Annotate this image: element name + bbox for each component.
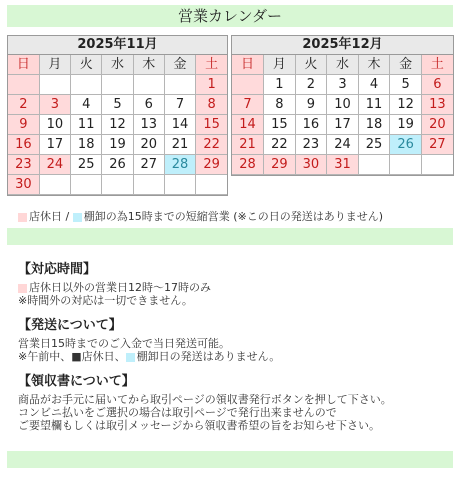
day-cell: 13 [133, 115, 164, 135]
day-cell: 15 [196, 115, 227, 135]
legend-special-label: 棚卸の為15時までの短縮営業 (※この日の発送はありません) [83, 210, 383, 223]
shipping-line: 営業日15時までのご入金で当日発送可能。 [18, 337, 230, 350]
receipt-line: ご要望欄もしくは取引メッセージから領収書希望の旨をお知らせ下さい。 [18, 419, 381, 432]
weekday-sat: 土 [196, 55, 227, 75]
day-cell: 8 [196, 95, 227, 115]
day-cell [102, 175, 133, 195]
day-cell: 29 [264, 155, 296, 175]
day-cell: 3 [39, 95, 70, 115]
short-hours-swatch [126, 353, 135, 362]
calendar-november [7, 35, 228, 196]
day-cell [232, 75, 264, 95]
section-text [18, 281, 448, 294]
day-cell: 20 [133, 135, 164, 155]
day-cell: 17 [327, 115, 359, 135]
section-receipt [18, 374, 448, 432]
weekday-tue: 火 [71, 55, 102, 75]
day-cell [8, 75, 39, 95]
day-cell-short-hours: 26 [390, 135, 422, 155]
day-cell [390, 155, 422, 175]
day-cell: 27 [421, 135, 453, 155]
day-cell: 18 [71, 135, 102, 155]
day-cell: 1 [196, 75, 227, 95]
day-cell [39, 175, 70, 195]
section-hours [18, 262, 448, 307]
section-heading: 【発送について】 [18, 318, 122, 333]
calendar-month-header: 2025年11月 [8, 36, 227, 55]
day-cell: 5 [390, 75, 422, 95]
calendar-grid [232, 55, 453, 175]
day-cell [102, 75, 133, 95]
day-cell: 30 [8, 175, 39, 195]
day-cell: 2 [8, 95, 39, 115]
day-cell: 25 [358, 135, 390, 155]
day-cell [358, 155, 390, 175]
day-cell: 4 [71, 95, 102, 115]
day-cell: 3 [327, 75, 359, 95]
day-cell: 10 [327, 95, 359, 115]
day-cell [133, 75, 164, 95]
day-cell: 19 [390, 115, 422, 135]
day-cell: 31 [327, 155, 359, 175]
day-cell: 30 [295, 155, 327, 175]
day-cell: 21 [232, 135, 264, 155]
day-cell: 16 [295, 115, 327, 135]
day-cell: 22 [264, 135, 296, 155]
day-cell [133, 175, 164, 195]
section-heading: 【対応時間】 [18, 262, 97, 277]
day-cell: 23 [295, 135, 327, 155]
legend-closed-label: 店休日 [29, 210, 62, 223]
weekday-mon: 月 [264, 55, 296, 75]
section-heading: 【領収書について】 [18, 374, 135, 389]
shipping-note-pre: ※午前中、■店休日、 [18, 350, 126, 363]
day-cell: 14 [232, 115, 264, 135]
calendar-december [231, 35, 454, 176]
weekday-sat: 土 [421, 55, 453, 75]
day-cell: 12 [102, 115, 133, 135]
weekday-wed: 水 [102, 55, 133, 75]
day-cell: 22 [196, 135, 227, 155]
day-cell: 24 [39, 155, 70, 175]
day-cell-short-hours: 28 [164, 155, 195, 175]
day-cell: 9 [8, 115, 39, 135]
day-cell: 14 [164, 115, 195, 135]
weekday-tue: 火 [295, 55, 327, 75]
section-shipping [18, 318, 448, 363]
day-cell: 24 [327, 135, 359, 155]
day-cell: 20 [421, 115, 453, 135]
day-cell [196, 175, 227, 195]
calendar-title: 営業カレンダー [7, 5, 453, 27]
day-cell: 11 [71, 115, 102, 135]
day-cell [39, 75, 70, 95]
divider-bar [7, 228, 453, 245]
shipping-note [18, 350, 448, 363]
footer-bar [7, 451, 453, 468]
day-cell: 21 [164, 135, 195, 155]
day-cell: 4 [358, 75, 390, 95]
closed-day-swatch [18, 284, 27, 293]
day-cell: 17 [39, 135, 70, 155]
weekday-fri: 金 [164, 55, 195, 75]
receipt-line: コンビニ払いをご選択の場合は取引ページで発行出来ませんので [18, 406, 337, 419]
day-cell: 26 [102, 155, 133, 175]
day-cell: 9 [295, 95, 327, 115]
weekday-fri: 金 [390, 55, 422, 75]
day-cell: 6 [421, 75, 453, 95]
day-cell [71, 175, 102, 195]
day-cell: 13 [421, 95, 453, 115]
day-cell [164, 175, 195, 195]
hours-line: 店休日以外の営業日12時～17時のみ [29, 281, 211, 294]
weekday-thu: 木 [133, 55, 164, 75]
short-hours-swatch [73, 213, 82, 222]
shipping-note-post: 棚卸日の発送はありません。 [136, 350, 281, 363]
day-cell [164, 75, 195, 95]
day-cell [71, 75, 102, 95]
weekday-sun: 日 [232, 55, 264, 75]
day-cell: 7 [232, 95, 264, 115]
calendar-grid [8, 55, 227, 195]
weekday-sun: 日 [8, 55, 39, 75]
weekday-thu: 木 [358, 55, 390, 75]
hours-note: ※時間外の対応は一切できません。 [18, 294, 193, 307]
calendar-legend [18, 208, 383, 224]
day-cell: 29 [196, 155, 227, 175]
day-cell: 1 [264, 75, 296, 95]
weekday-wed: 水 [327, 55, 359, 75]
day-cell: 5 [102, 95, 133, 115]
closed-day-swatch [18, 213, 27, 222]
day-cell: 7 [164, 95, 195, 115]
day-cell [421, 155, 453, 175]
weekday-mon: 月 [39, 55, 70, 75]
day-cell: 25 [71, 155, 102, 175]
day-cell: 12 [390, 95, 422, 115]
legend-separator: / [62, 210, 73, 223]
day-cell: 11 [358, 95, 390, 115]
day-cell: 2 [295, 75, 327, 95]
day-cell: 8 [264, 95, 296, 115]
receipt-line: 商品がお手元に届いてから取引ページの領収書発行ボタンを押して下さい。 [18, 393, 392, 406]
day-cell: 23 [8, 155, 39, 175]
day-cell: 27 [133, 155, 164, 175]
day-cell: 16 [8, 135, 39, 155]
day-cell: 6 [133, 95, 164, 115]
day-cell: 19 [102, 135, 133, 155]
day-cell: 18 [358, 115, 390, 135]
day-cell: 28 [232, 155, 264, 175]
day-cell: 15 [264, 115, 296, 135]
calendar-month-header: 2025年12月 [232, 36, 453, 55]
day-cell: 10 [39, 115, 70, 135]
